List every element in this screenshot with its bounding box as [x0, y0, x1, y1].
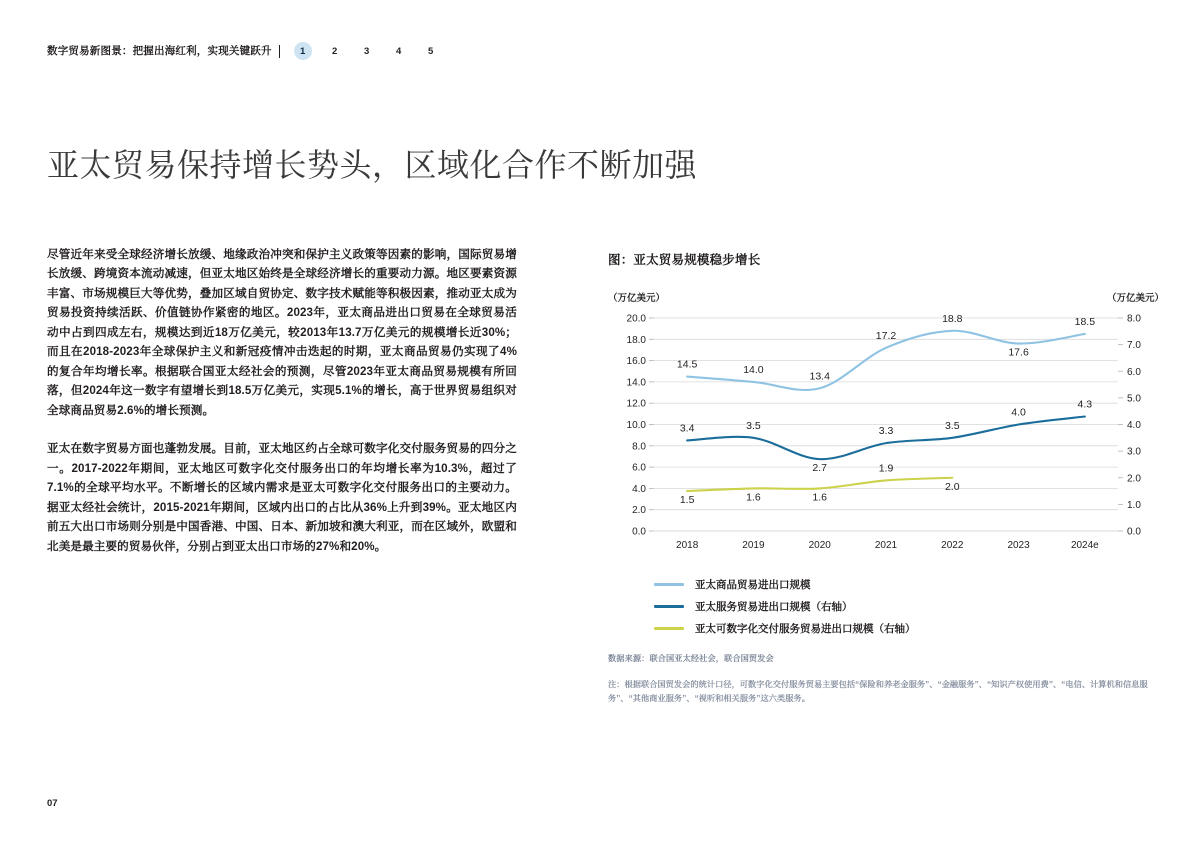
line-chart-svg — [608, 308, 1164, 563]
y2-axis-tick-label: 6.0 — [1127, 366, 1141, 378]
data-label: 4.3 — [1077, 398, 1093, 411]
y2-axis-tick-label: 5.0 — [1127, 393, 1141, 405]
chart-legend — [654, 577, 1164, 636]
data-label: 3.5 — [944, 419, 960, 432]
y-axis-tick-label: 18.0 — [626, 334, 646, 346]
data-label: 3.5 — [746, 419, 761, 432]
header-divider — [279, 45, 280, 58]
data-label: 1.6 — [746, 491, 761, 504]
data-label: 18.5 — [1074, 315, 1096, 328]
y-axis-tick-label: 20.0 — [626, 313, 646, 325]
right-axis-unit: （万亿美元） — [1106, 293, 1164, 304]
y-axis-tick-label: 0.0 — [632, 526, 646, 538]
y-axis-tick-label: 16.0 — [626, 356, 646, 368]
legend-label-services: 亚太服务贸易进出口规模（右轴） — [695, 601, 853, 613]
x-axis-tick-label: 2019 — [742, 540, 765, 551]
data-label: 3.4 — [679, 422, 695, 435]
y-axis-tick-label: 2.0 — [632, 505, 646, 517]
x-axis-tick-label: 2024e — [1070, 540, 1099, 551]
x-axis-tick-label: 2023 — [1007, 540, 1030, 551]
y-axis-tick-label: 8.0 — [632, 441, 646, 453]
figure-block — [608, 250, 1164, 705]
page-number: 07 — [47, 798, 58, 809]
x-axis-tick-label: 2021 — [874, 540, 898, 551]
legend-label-digital: 亚太可数字化交付服务贸易进出口规模（右轴） — [695, 623, 916, 635]
legend-label-goods: 亚太商品贸易进出口规模 — [695, 579, 811, 591]
y-axis-tick-label: 4.0 — [632, 483, 646, 495]
data-label: 4.0 — [1011, 406, 1026, 419]
legend-swatch-goods — [654, 583, 684, 586]
pager-dot-3[interactable]: 3 — [363, 45, 370, 57]
y2-axis-tick-label: 2.0 — [1127, 473, 1141, 485]
section-pager — [294, 42, 440, 60]
body-paragraph-1: 尽管近年来受全球经济增长放缓、地缘政治冲突和保护主义政策等因素的影响，国际贸易增长放缓、跨境资本流动减速，但亚太地区始终是全球经济增长的重要动力源。地区要素资源丰富、市场规模巨大等优势，叠加区域自贸协定、数字技术赋能等积极因素，推动亚太成为贸易投资持续活跃、价值链协作紧密的地区。2023年，亚太商品进出口贸易在全球贸易活动中占到四成左右，规模达到近18万亿美元，较2013年13.7万亿美元的规模增长近30%；而且在2018-2023年全球保护主义和新冠疫情冲击迭起的时期，亚太商品贸易仍实现了4%的复合年均增长率。根据联合国亚太经社会的预测，尽管2023年亚太商品贸易规模有所回落，但2024年这一数字有望增长到18.5万亿美元，实现5.1%的增长，高于世界贸易组织对全球商品贸易2.6%的增长预测。 — [47, 248, 517, 417]
running-header-title: 数字贸易新图景：把握出海红利，实现关键跃升 — [47, 44, 272, 57]
running-header — [47, 42, 440, 60]
y2-axis-tick-label: 4.0 — [1127, 420, 1141, 431]
legend-item-services — [654, 599, 1164, 614]
page-title: 亚太贸易保持增长势头，区域化合作不断加强 — [47, 147, 698, 184]
chart-source-note: 数据来源：联合国亚太经社会，联合国贸发会 — [608, 654, 774, 663]
data-label: 14.5 — [676, 358, 698, 371]
x-axis-tick-label: 2022 — [941, 540, 964, 551]
x-axis-tick-label: 2020 — [808, 540, 831, 551]
body-paragraph-2: 亚太在数字贸易方面也蓬勃发展。目前，亚太地区约占全球可数字化交付服务贸易的四分之一。2017-2022年期间，亚太地区可数字化交付服务出口的年均增长率为10.3%，超过了7.1%的全球平均水平。不断增长的区域内需求是亚太可数字化交付服务出口的主要动力。据亚太经社会统计，2015-2021年期间，区域内出口的占比从36%上升到39%。亚太地区内前五大出口市场则分别是中国香港、中国、日本、新加坡和澳大利亚，而在区域外，欧盟和北美是最主要的贸易伙伴，分别占到亚太出口市场的27%和20%。 — [47, 442, 517, 553]
y2-axis-tick-label: 0.0 — [1127, 526, 1141, 538]
data-label: 18.8 — [942, 312, 963, 325]
chart-plot-area — [608, 308, 1164, 563]
x-axis-tick-label: 2018 — [676, 540, 699, 551]
axis-unit-row — [608, 290, 1164, 304]
legend-item-digital — [654, 621, 1164, 636]
data-label: 2.7 — [812, 462, 828, 475]
pager-dot-4[interactable]: 4 — [395, 45, 402, 57]
data-label: 1.5 — [679, 494, 695, 507]
pager-dot-2[interactable]: 2 — [331, 45, 338, 57]
pager-dot-1[interactable]: 1 — [294, 42, 312, 60]
y-axis-tick-label: 12.0 — [626, 398, 646, 410]
data-label: 17.6 — [1008, 346, 1029, 359]
chart-footnote: 注：根据联合国贸发会的统计口径，可数字化交付服务贸易主要包括“保险和养老金服务”、“金融服务”、“知识产权使用费”、“电信、计算机和信息服务”、“其他商业服务”、“视听和相关服务”这六类服务。 — [608, 680, 1148, 703]
y2-axis-tick-label: 7.0 — [1127, 340, 1141, 352]
data-label: 3.3 — [878, 425, 894, 438]
y2-axis-tick-label: 8.0 — [1127, 313, 1141, 325]
y-axis-tick-label: 10.0 — [626, 420, 646, 431]
series-line-2 — [687, 478, 952, 491]
data-label: 1.6 — [812, 491, 828, 504]
y2-axis-tick-label: 3.0 — [1127, 446, 1141, 458]
figure-title: 图：亚太贸易规模稳步增长 — [608, 253, 761, 267]
y-axis-tick-label: 14.0 — [626, 377, 646, 389]
legend-item-goods — [654, 577, 1164, 592]
data-label: 14.0 — [743, 363, 764, 376]
left-axis-unit: （万亿美元） — [608, 293, 666, 304]
body-text-column — [47, 245, 517, 556]
legend-swatch-services — [654, 605, 684, 608]
data-label: 2.0 — [944, 480, 960, 493]
data-label: 1.9 — [878, 462, 894, 475]
data-label: 17.2 — [875, 329, 897, 342]
y-axis-tick-label: 6.0 — [632, 462, 646, 474]
pager-dot-5[interactable]: 5 — [427, 45, 434, 57]
data-label: 13.4 — [809, 370, 830, 383]
y2-axis-tick-label: 1.0 — [1127, 499, 1141, 511]
legend-swatch-digital — [654, 627, 684, 630]
